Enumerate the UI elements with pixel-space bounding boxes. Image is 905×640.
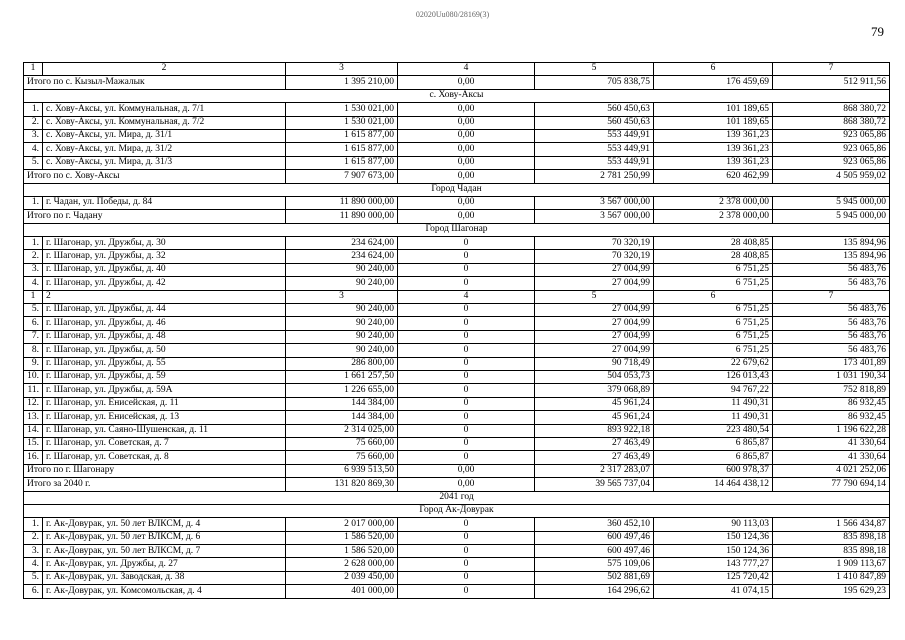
total-cost: 90 240,00 [286,277,398,290]
row-number: 6. [24,585,43,598]
column-number-row [24,290,890,303]
fund-share: 0 [398,277,535,290]
table-row [24,558,890,571]
row-number: 12. [24,397,43,410]
total-cost: 90 240,00 [286,263,398,276]
owners-share: 868 380,72 [773,116,890,129]
budget-share: 27 004,99 [535,263,654,276]
total-cost: 144 384,00 [286,397,398,410]
total-local: 620 462,99 [654,170,773,183]
budget-share: 893 922,18 [535,424,654,437]
budget-share: 553 449,91 [535,129,654,142]
owners-share: 1 031 190,34 [773,370,890,383]
address: г. Шагонар, ул. Дружбы, д. 55 [43,357,286,370]
total-cost: 2 017 000,00 [286,518,398,531]
total-owners: 5 945 000,00 [773,210,890,223]
row-number: 15. [24,437,43,450]
total-cost: 1 530 021,00 [286,103,398,116]
owners-share: 86 932,45 [773,397,890,410]
row-number: 9. [24,357,43,370]
total-budget: 3 567 000,00 [535,210,654,223]
table-row [24,585,890,598]
fund-share: 0 [398,424,535,437]
fund-share: 0 [398,344,535,357]
owners-share: 868 380,72 [773,103,890,116]
total-row [24,76,890,89]
local-share: 101 189,65 [654,116,773,129]
total-cost: 75 660,00 [286,437,398,450]
fund-share: 0 [398,250,535,263]
local-share: 6 751,25 [654,304,773,317]
row-number: 5. [24,304,43,317]
local-share: 11 490,31 [654,411,773,424]
address: г. Шагонар, ул. Дружбы, д. 59А [43,384,286,397]
table-row [24,237,890,250]
row-number: 1. [24,518,43,531]
fund-share: 0 [398,585,535,598]
total-cost: 1 615 877,00 [286,129,398,142]
budget-share: 560 450,63 [535,103,654,116]
local-share: 6 751,25 [654,344,773,357]
fund-share: 0,00 [398,196,535,209]
budget-share: 3 567 000,00 [535,196,654,209]
total-cost: 1 615 877,00 [286,156,398,169]
budget-share: 27 004,99 [535,344,654,357]
column-number-cell: 7 [773,63,890,76]
row-number: 14. [24,424,43,437]
local-share: 6 751,25 [654,263,773,276]
budget-share: 575 109,06 [535,558,654,571]
total-label: Итого по с. Кызыл-Мажалык [24,76,286,89]
local-share: 101 189,65 [654,103,773,116]
fund-share: 0,00 [398,103,535,116]
total-owners: 77 790 694,14 [773,478,890,491]
total-fund: 0,00 [398,464,535,477]
total-row [24,210,890,223]
column-number-cell: 4 [398,290,535,303]
total-cost: 90 240,00 [286,317,398,330]
owners-share: 923 065,86 [773,143,890,156]
budget-share: 90 718,49 [535,357,654,370]
address: г. Чадан, ул. Победы, д. 84 [43,196,286,209]
total-cost: 90 240,00 [286,304,398,317]
total-label: Итого по с. Хову-Аксы [24,170,286,183]
local-share: 28 408,85 [654,237,773,250]
row-number: 4. [24,143,43,156]
fund-share: 0 [398,237,535,250]
total-label: Итого по г. Чадану [24,210,286,223]
table-row [24,156,890,169]
column-number-row [24,63,890,76]
address: с. Хову-Аксы, ул. Коммунальная, д. 7/1 [43,103,286,116]
owners-share: 195 629,23 [773,585,890,598]
section-title: Город Шагонар [24,223,890,236]
table-row [24,330,890,343]
column-number-cell: 1 [24,290,43,303]
total-cost: 2 314 025,00 [286,424,398,437]
column-number-cell: 3 [286,290,398,303]
total-cost: 1 615 877,00 [286,143,398,156]
address: г. Шагонар, ул. Дружбы, д. 46 [43,317,286,330]
owners-share: 835 898,18 [773,531,890,544]
owners-share: 135 894,96 [773,250,890,263]
owners-share: 41 330,64 [773,437,890,450]
address: г. Шагонар, ул. Дружбы, д. 30 [43,237,286,250]
address: г. Ак-Довурак, ул. Дружбы, д. 27 [43,558,286,571]
budget-share: 27 463,49 [535,451,654,464]
row-number: 16. [24,451,43,464]
address: г. Шагонар, ул. Дружбы, д. 32 [43,250,286,263]
total-cost: 1 586 520,00 [286,531,398,544]
address: г. Шагонар, ул. Советская, д. 7 [43,437,286,450]
table-row [24,518,890,531]
total-row [24,170,890,183]
total-cost: 234 624,00 [286,237,398,250]
row-number: 4. [24,277,43,290]
address: г. Ак-Довурак, ул. Комсомольская, д. 4 [43,585,286,598]
fund-share: 0 [398,571,535,584]
table-row [24,344,890,357]
address: с. Хову-Аксы, ул. Коммунальная, д. 7/2 [43,116,286,129]
address: г. Шагонар, ул. Енисейская, д. 13 [43,411,286,424]
row-number: 5. [24,156,43,169]
local-share: 22 679,62 [654,357,773,370]
total-cost: 131 820 869,30 [286,478,398,491]
local-share: 223 480,54 [654,424,773,437]
owners-share: 56 483,76 [773,330,890,343]
total-budget: 705 838,75 [535,76,654,89]
budget-share: 504 053,73 [535,370,654,383]
local-share: 125 720,42 [654,571,773,584]
budget-share: 360 452,10 [535,518,654,531]
table-row [24,451,890,464]
owners-share: 1 909 113,67 [773,558,890,571]
row-number: 8. [24,344,43,357]
total-budget: 2 781 250,99 [535,170,654,183]
total-cost: 401 000,00 [286,585,398,598]
address: г. Ак-Довурак, ул. 50 лет ВЛКСМ, д. 6 [43,531,286,544]
table-row [24,397,890,410]
section-header-row [24,89,890,102]
table-row [24,437,890,450]
total-cost: 11 890 000,00 [286,210,398,223]
table-row [24,571,890,584]
total-cost: 1 226 655,00 [286,384,398,397]
owners-share: 752 818,89 [773,384,890,397]
local-share: 41 074,15 [654,585,773,598]
local-share: 11 490,31 [654,397,773,410]
local-share: 150 124,36 [654,545,773,558]
total-cost: 11 890 000,00 [286,196,398,209]
local-share: 143 777,27 [654,558,773,571]
total-owners: 512 911,56 [773,76,890,89]
fund-share: 0 [398,437,535,450]
local-share: 2 378 000,00 [654,196,773,209]
budget-share: 502 881,69 [535,571,654,584]
total-label: Итого по г. Шагонару [24,464,286,477]
table-row [24,317,890,330]
column-number-cell: 6 [654,63,773,76]
address: г. Шагонар, ул. Дружбы, д. 50 [43,344,286,357]
budget-share: 27 463,49 [535,437,654,450]
total-cost: 1 530 021,00 [286,116,398,129]
table-row [24,531,890,544]
total-local: 176 459,69 [654,76,773,89]
table-row [24,103,890,116]
local-share: 126 013,43 [654,370,773,383]
table-row [24,196,890,209]
column-number-cell: 6 [654,290,773,303]
budget-share: 164 296,62 [535,585,654,598]
local-share: 28 408,85 [654,250,773,263]
total-fund: 0,00 [398,478,535,491]
fund-share: 0,00 [398,156,535,169]
table-row [24,384,890,397]
fund-share: 0 [398,263,535,276]
address: г. Шагонар, ул. Дружбы, д. 48 [43,330,286,343]
fund-share: 0 [398,317,535,330]
fund-share: 0 [398,558,535,571]
column-number-cell: 1 [24,63,43,76]
row-number: 2. [24,116,43,129]
budget-share: 45 961,24 [535,411,654,424]
fund-share: 0 [398,397,535,410]
row-number: 2. [24,531,43,544]
address: г. Ак-Довурак, ул. Заводская, д. 38 [43,571,286,584]
total-cost: 1 586 520,00 [286,545,398,558]
local-share: 94 767,22 [654,384,773,397]
owners-share: 923 065,86 [773,156,890,169]
total-local: 2 378 000,00 [654,210,773,223]
total-fund: 0,00 [398,76,535,89]
address: г. Ак-Довурак, ул. 50 лет ВЛКСМ, д. 4 [43,518,286,531]
budget-share: 70 320,19 [535,250,654,263]
budget-share: 379 068,89 [535,384,654,397]
fund-share: 0,00 [398,116,535,129]
total-cost: 90 240,00 [286,344,398,357]
budget-share: 27 004,99 [535,317,654,330]
row-number: 10. [24,370,43,383]
owners-share: 56 483,76 [773,263,890,276]
table-row [24,143,890,156]
section-header-row [24,223,890,236]
fund-share: 0 [398,518,535,531]
owners-share: 56 483,76 [773,317,890,330]
row-number: 3. [24,545,43,558]
fund-share: 0 [398,545,535,558]
column-number-cell: 5 [535,63,654,76]
fund-share: 0 [398,531,535,544]
local-share: 6 865,87 [654,437,773,450]
row-number: 5. [24,571,43,584]
table-row [24,129,890,142]
budget-share: 553 449,91 [535,156,654,169]
owners-share: 86 932,45 [773,411,890,424]
owners-share: 835 898,18 [773,545,890,558]
owners-share: 1 196 622,28 [773,424,890,437]
table-row [24,263,890,276]
row-number: 3. [24,263,43,276]
address: г. Шагонар, ул. Саяно-Шушенская, д. 11 [43,424,286,437]
address: с. Хову-Аксы, ул. Мира, д. 31/3 [43,156,286,169]
fund-share: 0 [398,411,535,424]
total-cost: 90 240,00 [286,330,398,343]
document-id: 02020Uu080/28169(3) [415,10,490,19]
section-title: Город Чадан [24,183,890,196]
fund-share: 0 [398,451,535,464]
local-share: 6 865,87 [654,451,773,464]
row-number: 1. [24,196,43,209]
table-row [24,357,890,370]
total-cost: 286 800,00 [286,357,398,370]
row-number: 11. [24,384,43,397]
register-body [24,63,890,599]
total-cost: 2 039 450,00 [286,571,398,584]
column-number-cell: 2 [43,290,286,303]
owners-share: 923 065,86 [773,129,890,142]
local-share: 6 751,25 [654,330,773,343]
local-share: 150 124,36 [654,531,773,544]
total-owners: 4 021 252,06 [773,464,890,477]
fund-share: 0 [398,304,535,317]
owners-share: 41 330,64 [773,451,890,464]
budget-share: 553 449,91 [535,143,654,156]
total-label: Итого за 2040 г. [24,478,286,491]
total-fund: 0,00 [398,170,535,183]
section-header-row [24,491,890,504]
local-share: 6 751,25 [654,317,773,330]
total-row [24,478,890,491]
total-local: 14 464 438,12 [654,478,773,491]
budget-share: 45 961,24 [535,397,654,410]
total-cost: 7 907 673,00 [286,170,398,183]
fund-share: 0 [398,384,535,397]
table-row [24,277,890,290]
address: г. Шагонар, ул. Енисейская, д. 11 [43,397,286,410]
section-header-row [24,183,890,196]
budget-share: 600 497,46 [535,545,654,558]
owners-share: 56 483,76 [773,344,890,357]
section-header-row [24,504,890,517]
page-number: 79 [871,24,884,39]
column-number-cell: 3 [286,63,398,76]
fund-share: 0 [398,370,535,383]
address: г. Шагонар, ул. Дружбы, д. 44 [43,304,286,317]
local-share: 139 361,23 [654,129,773,142]
total-cost: 1 661 257,50 [286,370,398,383]
owners-share: 173 401,89 [773,357,890,370]
budget-share: 27 004,99 [535,330,654,343]
table-row [24,116,890,129]
fund-share: 0,00 [398,129,535,142]
section-title: Город Ак-Довурак [24,504,890,517]
total-budget: 39 565 737,04 [535,478,654,491]
table-row [24,304,890,317]
local-share: 139 361,23 [654,156,773,169]
row-number: 2. [24,250,43,263]
row-number: 3. [24,129,43,142]
row-number: 1. [24,103,43,116]
budget-share: 600 497,46 [535,531,654,544]
table-row [24,370,890,383]
fund-share: 0 [398,357,535,370]
owners-share: 56 483,76 [773,277,890,290]
row-number: 6. [24,317,43,330]
row-number: 7. [24,330,43,343]
owners-share: 5 945 000,00 [773,196,890,209]
row-number: 13. [24,411,43,424]
total-cost: 234 624,00 [286,250,398,263]
budget-share: 70 320,19 [535,237,654,250]
column-number-cell: 5 [535,290,654,303]
address: с. Хову-Аксы, ул. Мира, д. 31/2 [43,143,286,156]
address: г. Шагонар, ул. Дружбы, д. 59 [43,370,286,383]
total-cost: 6 939 513,50 [286,464,398,477]
register-table [23,62,890,599]
local-share: 139 361,23 [654,143,773,156]
owners-share: 1 566 434,87 [773,518,890,531]
total-cost: 144 384,00 [286,411,398,424]
local-share: 90 113,03 [654,518,773,531]
owners-share: 1 410 847,89 [773,571,890,584]
total-budget: 2 317 283,07 [535,464,654,477]
total-cost: 2 628 000,00 [286,558,398,571]
table-row [24,250,890,263]
address: г. Ак-Довурак, ул. 50 лет ВЛКСМ, д. 7 [43,545,286,558]
column-number-cell: 2 [43,63,286,76]
address: г. Шагонар, ул. Дружбы, д. 42 [43,277,286,290]
column-number-cell: 4 [398,63,535,76]
table-row [24,411,890,424]
row-number: 1. [24,237,43,250]
fund-share: 0,00 [398,143,535,156]
address: г. Шагонар, ул. Советская, д. 8 [43,451,286,464]
budget-share: 560 450,63 [535,116,654,129]
section-title: с. Хову-Аксы [24,89,890,102]
table-row [24,545,890,558]
total-owners: 4 505 959,02 [773,170,890,183]
fund-share: 0 [398,330,535,343]
total-fund: 0,00 [398,210,535,223]
budget-share: 27 004,99 [535,277,654,290]
local-share: 6 751,25 [654,277,773,290]
owners-share: 135 894,96 [773,237,890,250]
budget-share: 27 004,99 [535,304,654,317]
address: г. Шагонар, ул. Дружбы, д. 40 [43,263,286,276]
total-local: 600 978,37 [654,464,773,477]
total-row [24,464,890,477]
address: с. Хову-Аксы, ул. Мира, д. 31/1 [43,129,286,142]
column-number-cell: 7 [773,290,890,303]
row-number: 4. [24,558,43,571]
table-row [24,424,890,437]
total-cost: 1 395 210,00 [286,76,398,89]
owners-share: 56 483,76 [773,304,890,317]
total-cost: 75 660,00 [286,451,398,464]
section-title: 2041 год [24,491,890,504]
